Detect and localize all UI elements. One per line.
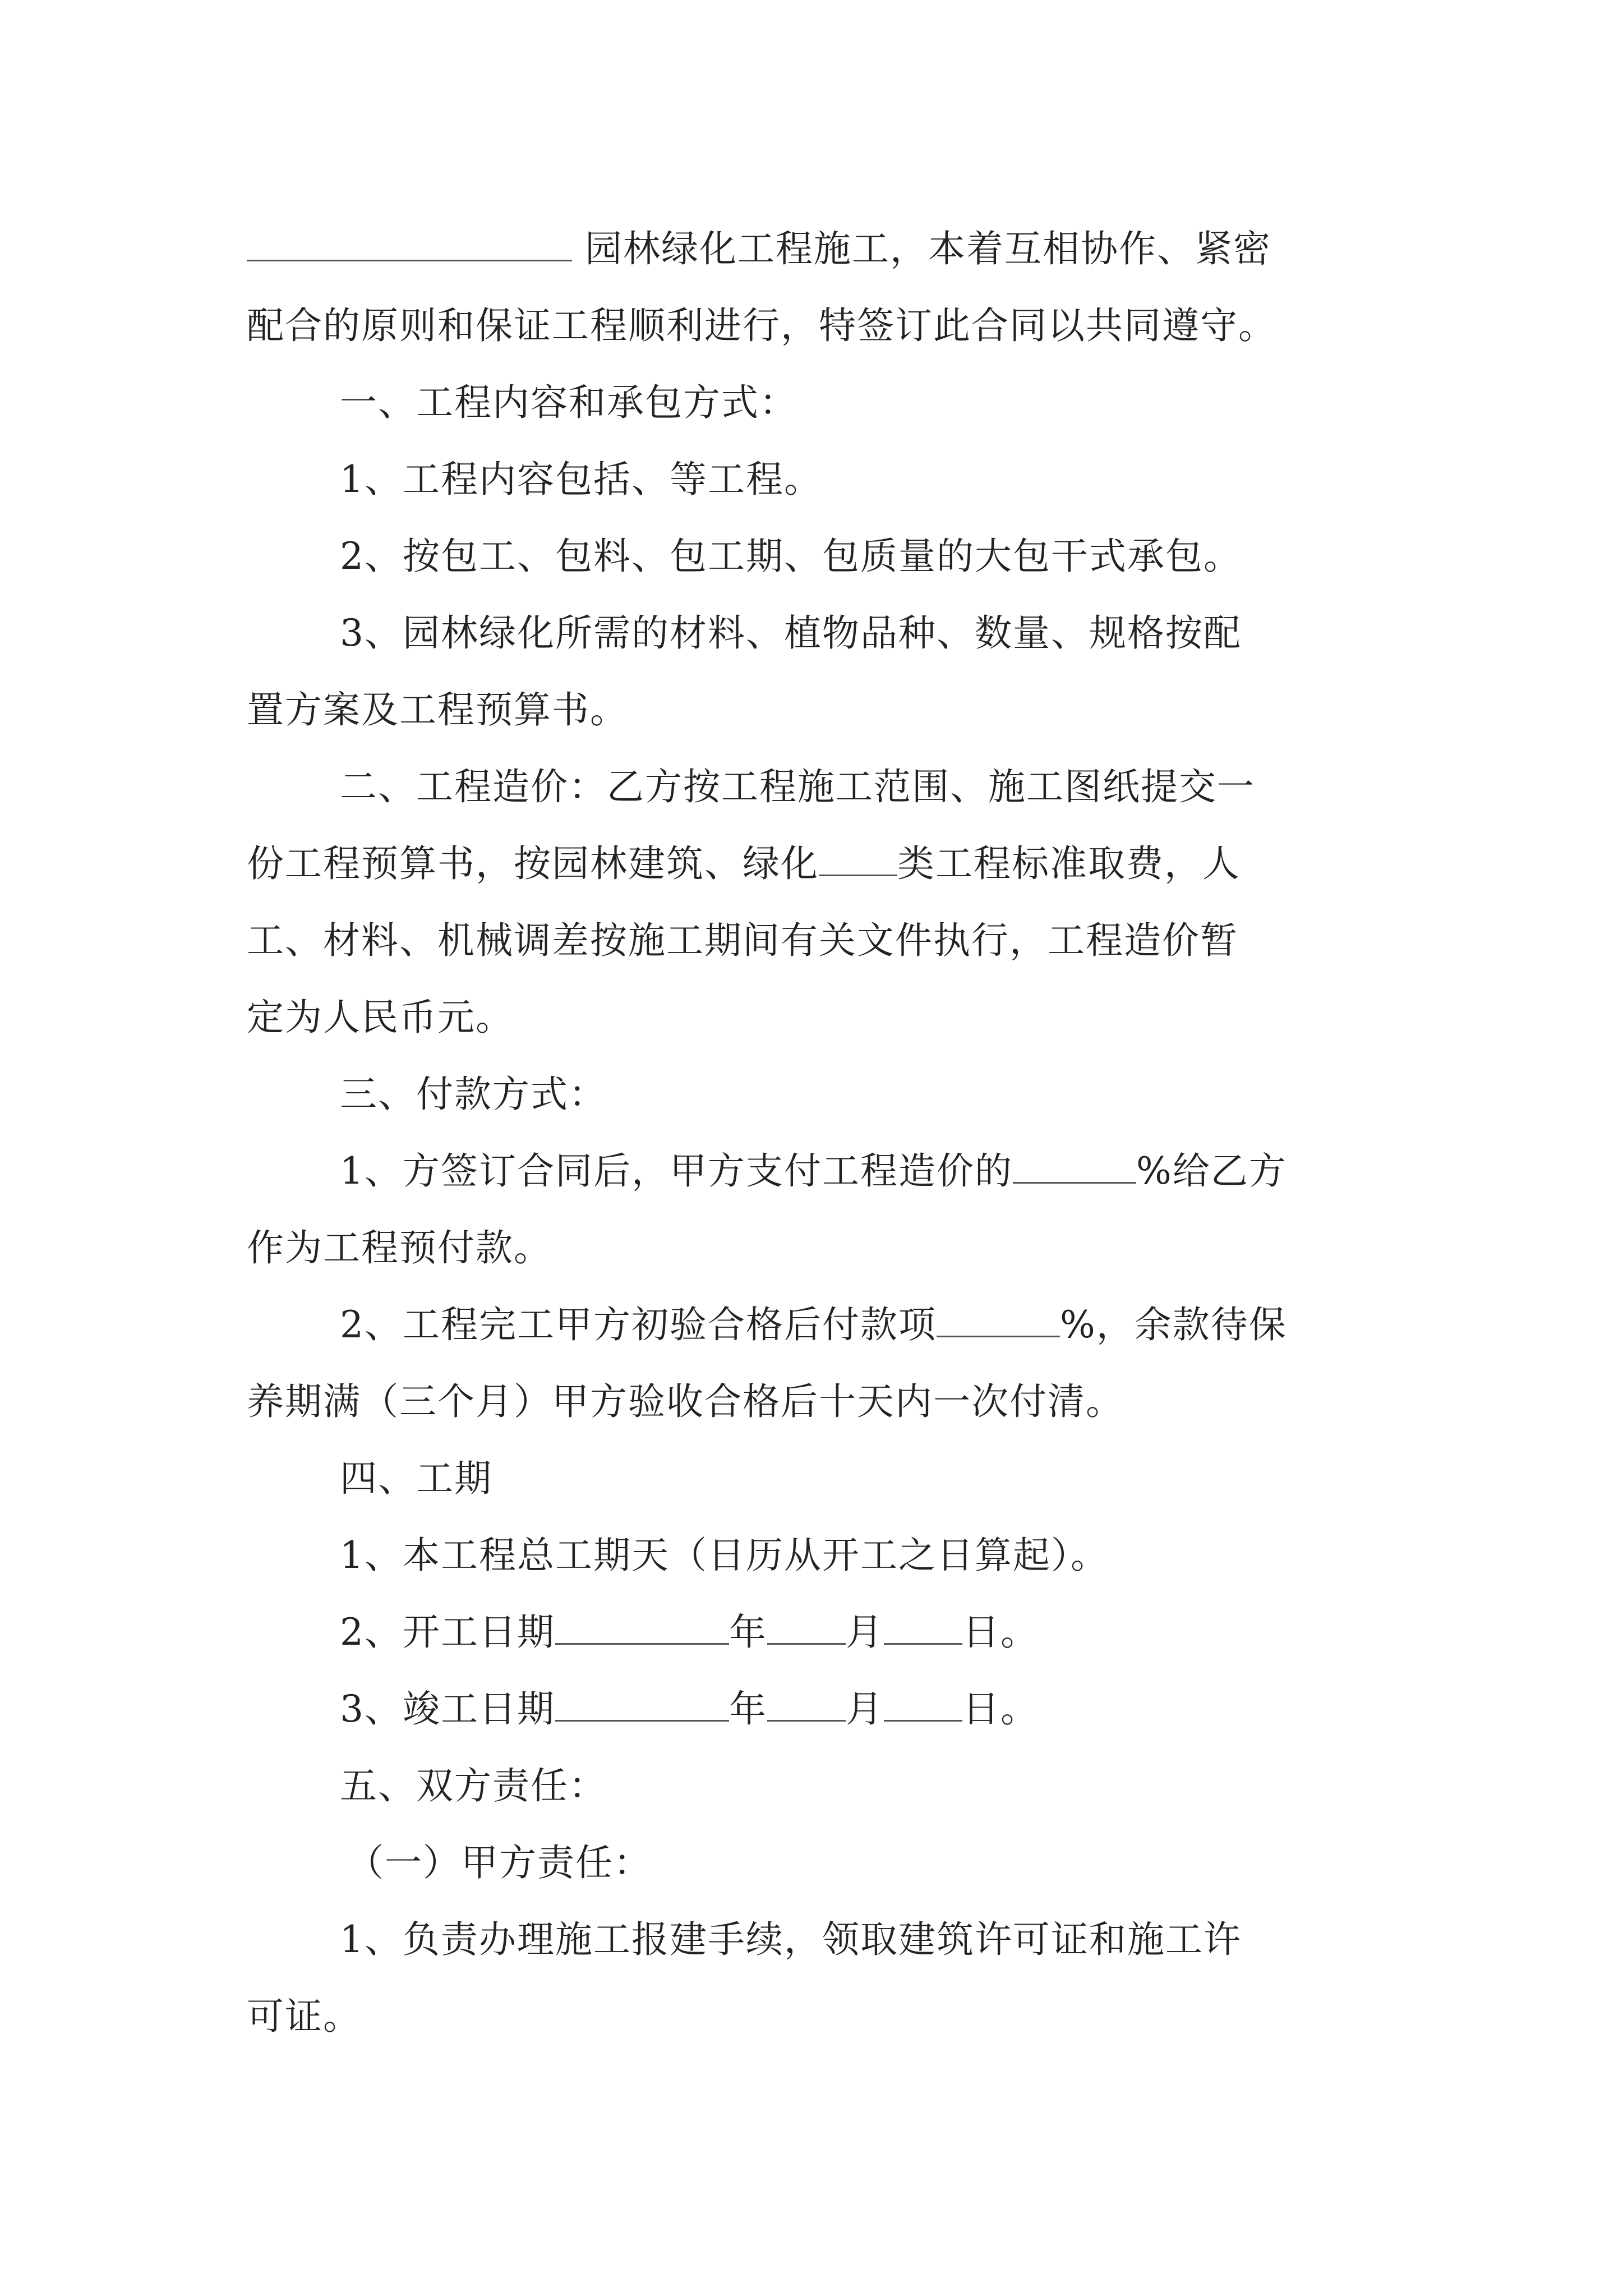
text-segment: 1、本工程总工期天（日历从开工之日算起）。 (340, 1534, 1109, 1577)
paragraph-intro-line-2 (247, 287, 1424, 364)
text-segment: 养期满（三个月）甲方验收合格后十天内一次付清。 (247, 1380, 1124, 1423)
section-heading-5 (247, 1747, 1424, 1824)
subsection-heading-party-a (247, 1824, 1424, 1901)
project-name-blank (247, 231, 572, 261)
heading-text: 四、工期 (340, 1457, 492, 1500)
advance-percent-blank (1013, 1153, 1136, 1184)
clause-3-2-line-1 (247, 1286, 1424, 1363)
text-segment: 2、开工日期 (340, 1611, 555, 1654)
text-segment: 1、方签订合同后，甲方支付工程造价的 (340, 1149, 1013, 1193)
text-segment: 1、工程内容包括、等工程。 (340, 458, 822, 501)
heading-text: （一）甲方责任： (347, 1841, 652, 1884)
text-segment: 2、工程完工甲方初验合格后付款项 (340, 1303, 937, 1346)
clause-4-1 (247, 1517, 1424, 1594)
text-segment: 1、负责办理施工报建手续，领取建筑许可证和施工许 (340, 1918, 1242, 1961)
section-heading-3 (247, 1056, 1424, 1133)
text-segment: 3、竣工日期 (340, 1687, 555, 1731)
clause-5-1-line-1 (247, 1901, 1424, 1978)
heading-text: 一、工程内容和承包方式： (340, 381, 797, 424)
clause-3-2-line-2 (247, 1363, 1424, 1440)
section-2-line-4 (247, 979, 1424, 1056)
text-segment: %，余款待保 (1060, 1303, 1287, 1346)
clause-1-2 (247, 518, 1424, 595)
paragraph-intro-line-1 (247, 210, 1424, 287)
clause-4-2-start-date (247, 1594, 1424, 1671)
text-segment: 园林绿化工程施工，本着互相协作、紧密 (584, 227, 1271, 270)
text-segment: %给乙方 (1136, 1149, 1287, 1193)
clause-1-1 (247, 441, 1424, 518)
heading-text: 三、付款方式： (340, 1073, 607, 1116)
text-segment: 类工程标准取费，人 (897, 842, 1241, 885)
text-segment: 配合的原则和保证工程顺利进行，特签订此合同以共同遵守。 (247, 304, 1276, 347)
clause-3-1-line-2 (247, 1209, 1424, 1286)
section-2-line-2 (247, 825, 1424, 902)
text-segment: 3、园林绿化所需的材料、植物品种、数量、规格按配 (340, 611, 1242, 655)
text-segment: 2、按包工、包料、包工期、包质量的大包干式承包。 (340, 535, 1242, 578)
heading-text: 五、双方责任： (340, 1764, 607, 1807)
section-heading-4 (247, 1440, 1424, 1517)
end-year-blank (555, 1691, 729, 1722)
text-segment: 置方案及工程预算书。 (247, 688, 628, 731)
fee-class-blank (819, 845, 897, 876)
text-segment: 二、工程造价：乙方按工程施工范围、施工图纸提交一 (340, 765, 1255, 808)
start-year-blank (555, 1614, 729, 1645)
text-segment: 作为工程预付款。 (247, 1226, 552, 1269)
text-segment: 定为人民币元。 (247, 996, 514, 1039)
text-segment: 年 (729, 1687, 767, 1731)
clause-1-3-line-1 (247, 595, 1424, 671)
text-segment: 份工程预算书，按园林建筑、绿化 (247, 842, 819, 885)
text-segment: 日。 (962, 1687, 1039, 1731)
text-segment: 月 (846, 1611, 884, 1654)
contract-body (247, 210, 1424, 2055)
payment-percent-blank (937, 1306, 1060, 1337)
section-heading-1 (247, 364, 1424, 441)
section-heading-2-line-1 (247, 748, 1424, 825)
start-month-blank (767, 1614, 846, 1645)
end-month-blank (767, 1691, 846, 1722)
text-segment: 月 (846, 1687, 884, 1731)
clause-1-3-line-2 (247, 671, 1424, 748)
text-segment: 工、材料、机械调差按施工期间有关文件执行，工程造价暂 (247, 919, 1238, 962)
clause-4-3-end-date (247, 1671, 1424, 1747)
end-day-blank (884, 1691, 962, 1722)
text-segment: 可证。 (247, 1995, 361, 2038)
start-day-blank (884, 1614, 962, 1645)
text-segment: 年 (729, 1611, 767, 1654)
clause-3-1-line-1 (247, 1133, 1424, 1209)
clause-5-1-line-2 (247, 1978, 1424, 2055)
text-segment: 日。 (962, 1611, 1039, 1654)
section-2-line-3 (247, 902, 1424, 979)
